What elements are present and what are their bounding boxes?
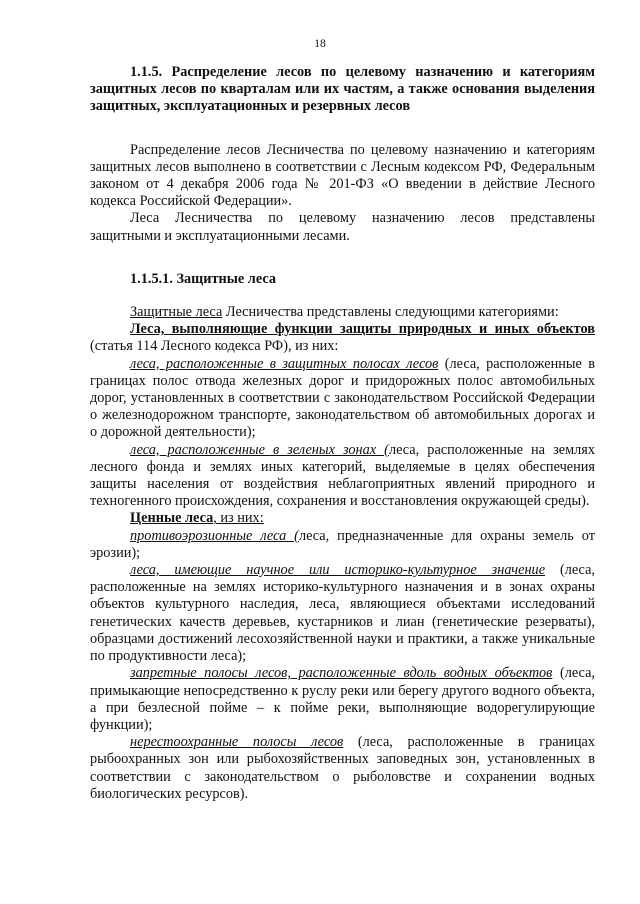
category-item-6-text: (леса, расположенные в границах рыбоохранных зон или рыбохозяйственных заповедных зон, установленных в соответствии с законодательством о рыболовстве и сохранении водных биологических ресурсов). (90, 734, 596, 802)
category-item-6-term: нерестоохранные полосы лесов (130, 734, 344, 751)
category-group-2 (90, 510, 595, 527)
category-item-4-text: (леса, расположенные на землях историко-культурного назначения и в зонах охраны объектов культурного наследия, леса, являющиеся объектами исследований генетических качеств деревьев, кустарников и лиан (генетические резерваты), образцами достижений лесохозяйственной науки и практики, а также уникальные по продуктивности леса); (90, 562, 595, 665)
page-number: 18 (314, 38, 326, 50)
category-group-2-title: Ценные леса (130, 510, 214, 527)
protective-forests-intro-text: Лесничества представлены следующими категориями: (222, 304, 559, 321)
category-item-2-text: леса, расположенные на землях лесного фонда и землях иных категорий, выделяемые в целях обеспечения защиты населения от воздействия неблагоприятных явлений природного и техногенного происхождения, сохранения и восстановления окружающей среды). (90, 441, 595, 510)
category-item-5-term: запретные полосы лесов, расположенные вдоль водных объектов (130, 665, 553, 682)
category-item-2 (90, 442, 595, 511)
category-item-6 (90, 734, 595, 803)
category-group-2-text: , из них: (213, 510, 264, 527)
category-item-1-term: леса, расположенные в защитных полосах лесов (130, 355, 439, 372)
category-group-1-title: Леса, выполняющие функции защиты природных и иных объектов (130, 321, 595, 338)
category-item-3-text: леса, предназначенные для охраны земель от эрозии); (90, 527, 595, 561)
protective-forests-term: Защитные леса (130, 304, 223, 321)
category-item-5-text: (леса, примыкающие непосредственно к руслу реки или берегу другого водного объекта, а при безлесной пойме – к пойме реки, выполняющие водорегулирующие функции); (90, 665, 595, 733)
category-item-3-term: противоэрозионные леса ( (130, 527, 299, 544)
protective-forests-intro (90, 304, 595, 321)
category-item-4-term: леса, имеющие научное или историко-культурное значение (130, 562, 546, 579)
page-content (90, 64, 595, 803)
subsection-heading: 1.1.5.1. Защитные леса (130, 270, 277, 287)
category-group-1-text: (статья 114 Лесного кодекса РФ), из них: (90, 338, 339, 355)
intro-paragraph-2: Леса Лесничества по целевому назначению лесов представлены защитными и эксплуатационными лесами. (90, 210, 595, 244)
category-item-2-term: леса, расположенные в зеленых зонах ( (130, 441, 389, 458)
section-heading: 1.1.5. Распределение лесов по целевому назначению и категориям защитных лесов по кварталам или их частям, а также основания выделения защитных, эксплуатационных и резервных лесов (90, 64, 595, 115)
category-item-5 (90, 665, 595, 734)
category-item-1-text: (леса, расположенные в границах полос отвода железных дорог и придорожных полос автомобильных дорог, установленных в соответствии с законодательством Российской Федерации о железнодорожном транспорте, законодательством об автомобильных дорогах и о дорожной деятельности); (90, 355, 595, 441)
category-item-4 (90, 562, 595, 665)
category-group-1 (90, 321, 595, 355)
category-item-3 (90, 528, 595, 562)
category-item-1 (90, 356, 595, 442)
intro-paragraph-1: Распределение лесов Лесничества по целевому назначению и категориям защитных лесов выполнено в соответствии с Лесным кодексом РФ, Федеральным законом от 4 декабря 2006 года № 201-ФЗ «О введении в действие Лесного кодекса Российской Федерации». (90, 141, 595, 210)
